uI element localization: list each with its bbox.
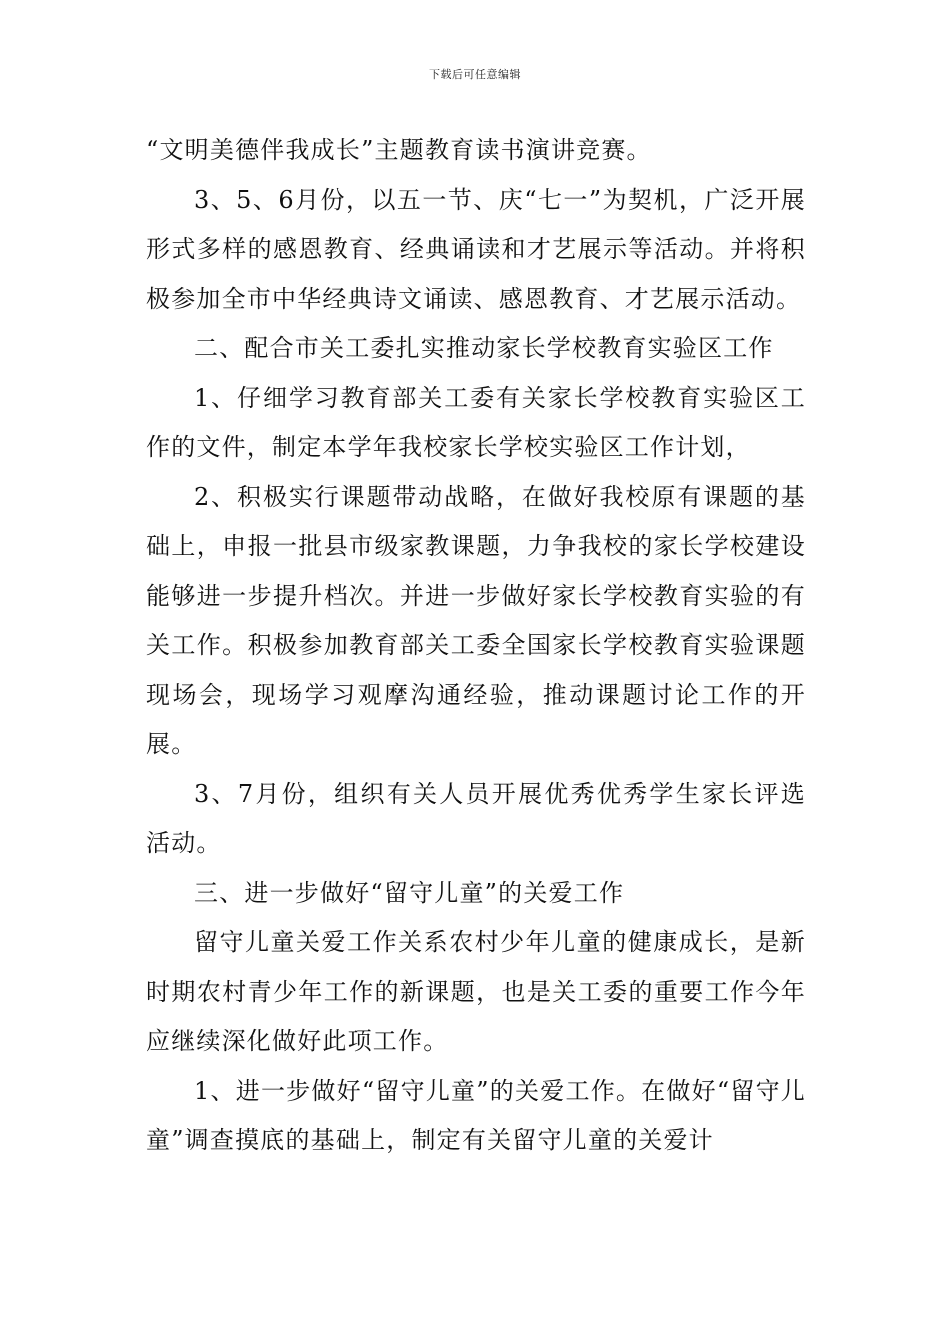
paragraph-left-behind-item-1: 1、进一步做好“留守儿童”的关爱工作。在做好“留守儿童”调查摸底的基础上，制定有关留守儿童的关爱计 <box>146 1076 806 1154</box>
section-heading-3: 三、进一步做好“留守儿童”的关爱工作 <box>194 878 625 907</box>
paragraph-item-2-research: 2、积极实行课题带动战略，在做好我校原有课题的基础上，申报一批县市级家教课题，力争我校的家长学校建设能够进一步提升档次。并进一步做好家长学校教育实验的有关工作。积极参加教育部关工委全国家长学校教育实验课题现场会，现场学习观摩沟通经验，推动课题讨论工作的开展。 <box>146 482 806 758</box>
paragraph-item-1-study: 1、仔细学习教育部关工委有关家长学校教育实验区工作的文件，制定本学年我校家长学校实验区工作计划， <box>146 383 806 461</box>
page-header-note: 下载后可任意编辑 <box>429 68 521 81</box>
section-heading-2: 二、配合市关工委扎实推动家长学校教育实验区工作 <box>194 334 774 362</box>
paragraph-item-3-july: 3、7月份，组织有关人员开展优秀优秀学生家长评选活动。 <box>146 779 806 857</box>
paragraph-item-3-may-june: 3、5、6月份，以五一节、庆“七一”为契机，广泛开展形式多样的感恩教育、经典诵读和才艺展示等活动。并将积极参加全市中华经典诗文诵读、感恩教育、才艺展示活动。 <box>146 185 806 313</box>
paragraph-continuation: “文明美德伴我成长”主题教育读书演讲竞赛。 <box>146 136 652 164</box>
document-body <box>146 126 806 1166</box>
paragraph-left-behind-intro: 留守儿童关爱工作关系农村少年儿童的健康成长，是新时期农村青少年工作的新课题，也是关工委的重要工作今年应继续深化做好此项工作。 <box>146 928 806 1055</box>
